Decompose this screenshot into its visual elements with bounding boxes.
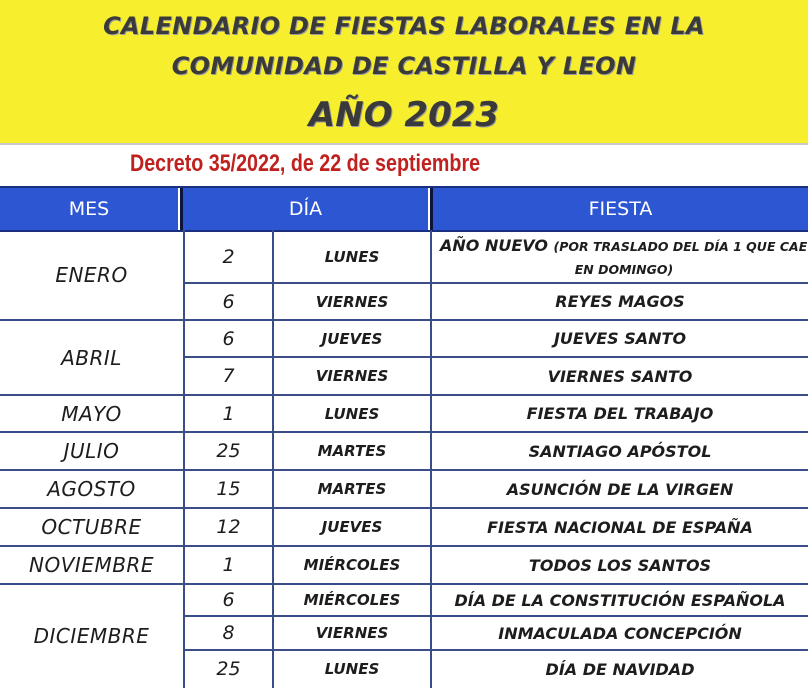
day-number-cell: 12	[216, 516, 241, 538]
day-number-cell: 25	[216, 440, 241, 462]
month-cell: MAYO	[61, 401, 122, 426]
month-cell: JULIO	[63, 439, 120, 463]
month-cell: ABRIL	[61, 345, 122, 370]
weekday-cell: LUNES	[324, 660, 380, 678]
month-cell: DICIEMBRE	[33, 624, 150, 648]
day-number-cell: 6	[222, 290, 235, 313]
fiesta-name: AÑO NUEVO	[440, 235, 548, 255]
fiesta-cell: SANTIAGO APÓSTOL	[528, 441, 712, 461]
fiesta-cell: JUEVES SANTO	[553, 329, 687, 348]
fiesta-cell: TODOS LOS SANTOS	[528, 555, 712, 575]
day-number-cell: 1	[222, 402, 235, 425]
fiesta-cell: FIESTA DEL TRABAJO	[526, 404, 714, 423]
column-header-dia: DÍA	[288, 198, 323, 220]
day-number-cell: 7	[222, 365, 235, 387]
day-number-cell: 6	[222, 327, 235, 350]
fiesta-cell: ASUNCIÓN DE LA VIRGEN	[506, 479, 734, 499]
fiesta-cell: DÍA DE NAVIDAD	[545, 659, 695, 679]
weekday-cell: LUNES	[324, 247, 380, 266]
month-cell: OCTUBRE	[41, 515, 142, 539]
day-number-cell: 2	[222, 245, 235, 268]
column-header-mes: MES	[68, 198, 110, 220]
weekday-cell: MARTES	[317, 480, 387, 498]
title-line-2: COMUNIDAD DE CASTILLA Y LEON	[171, 52, 637, 80]
fiesta-cell	[432, 230, 808, 283]
weekday-cell: JUEVES	[321, 329, 383, 348]
column-header-fiesta: FIESTA	[588, 198, 653, 220]
fiesta-line-1	[440, 236, 807, 255]
month-cell: AGOSTO	[47, 477, 136, 501]
fiesta-cell: VIERNES SANTO	[547, 366, 693, 386]
fiesta-cell: INMACULADA CONCEPCIÓN	[498, 623, 742, 643]
fiesta-cell: REYES MAGOS	[555, 292, 685, 311]
title-line-1: CALENDARIO DE FIESTAS LABORALES EN LA	[103, 12, 705, 40]
day-number-cell: 25	[216, 658, 241, 680]
weekday-cell: VIERNES	[315, 624, 389, 642]
decree-reference: Decreto 35/2022, de 22 de septiembre	[130, 150, 481, 177]
day-number-cell: 1	[222, 554, 235, 576]
weekday-cell: LUNES	[324, 404, 380, 423]
fiesta-note-continued: EN DOMINGO)	[574, 261, 674, 277]
month-cell: NOVIEMBRE	[29, 553, 154, 577]
weekday-cell: MIÉRCOLES	[303, 591, 401, 609]
weekday-cell: JUEVES	[321, 518, 383, 536]
title-year: AÑO 2023	[308, 95, 500, 135]
fiesta-cell: FIESTA NACIONAL DE ESPAÑA	[487, 517, 753, 537]
weekday-cell: VIERNES	[315, 292, 389, 311]
weekday-cell: MARTES	[317, 442, 387, 460]
fiesta-note: (POR TRASLADO DEL DÍA 1 QUE CAE	[553, 238, 808, 254]
title-banner	[0, 0, 808, 145]
weekday-cell: VIERNES	[315, 367, 389, 385]
table-header	[0, 186, 808, 232]
day-number-cell: 6	[222, 589, 235, 611]
day-number-cell: 15	[216, 478, 241, 500]
weekday-cell: MIÉRCOLES	[303, 556, 401, 574]
fiesta-cell: DÍA DE LA CONSTITUCIÓN ESPAÑOLA	[454, 590, 786, 610]
month-cell: ENERO	[55, 263, 128, 287]
day-number-cell: 8	[222, 622, 235, 644]
